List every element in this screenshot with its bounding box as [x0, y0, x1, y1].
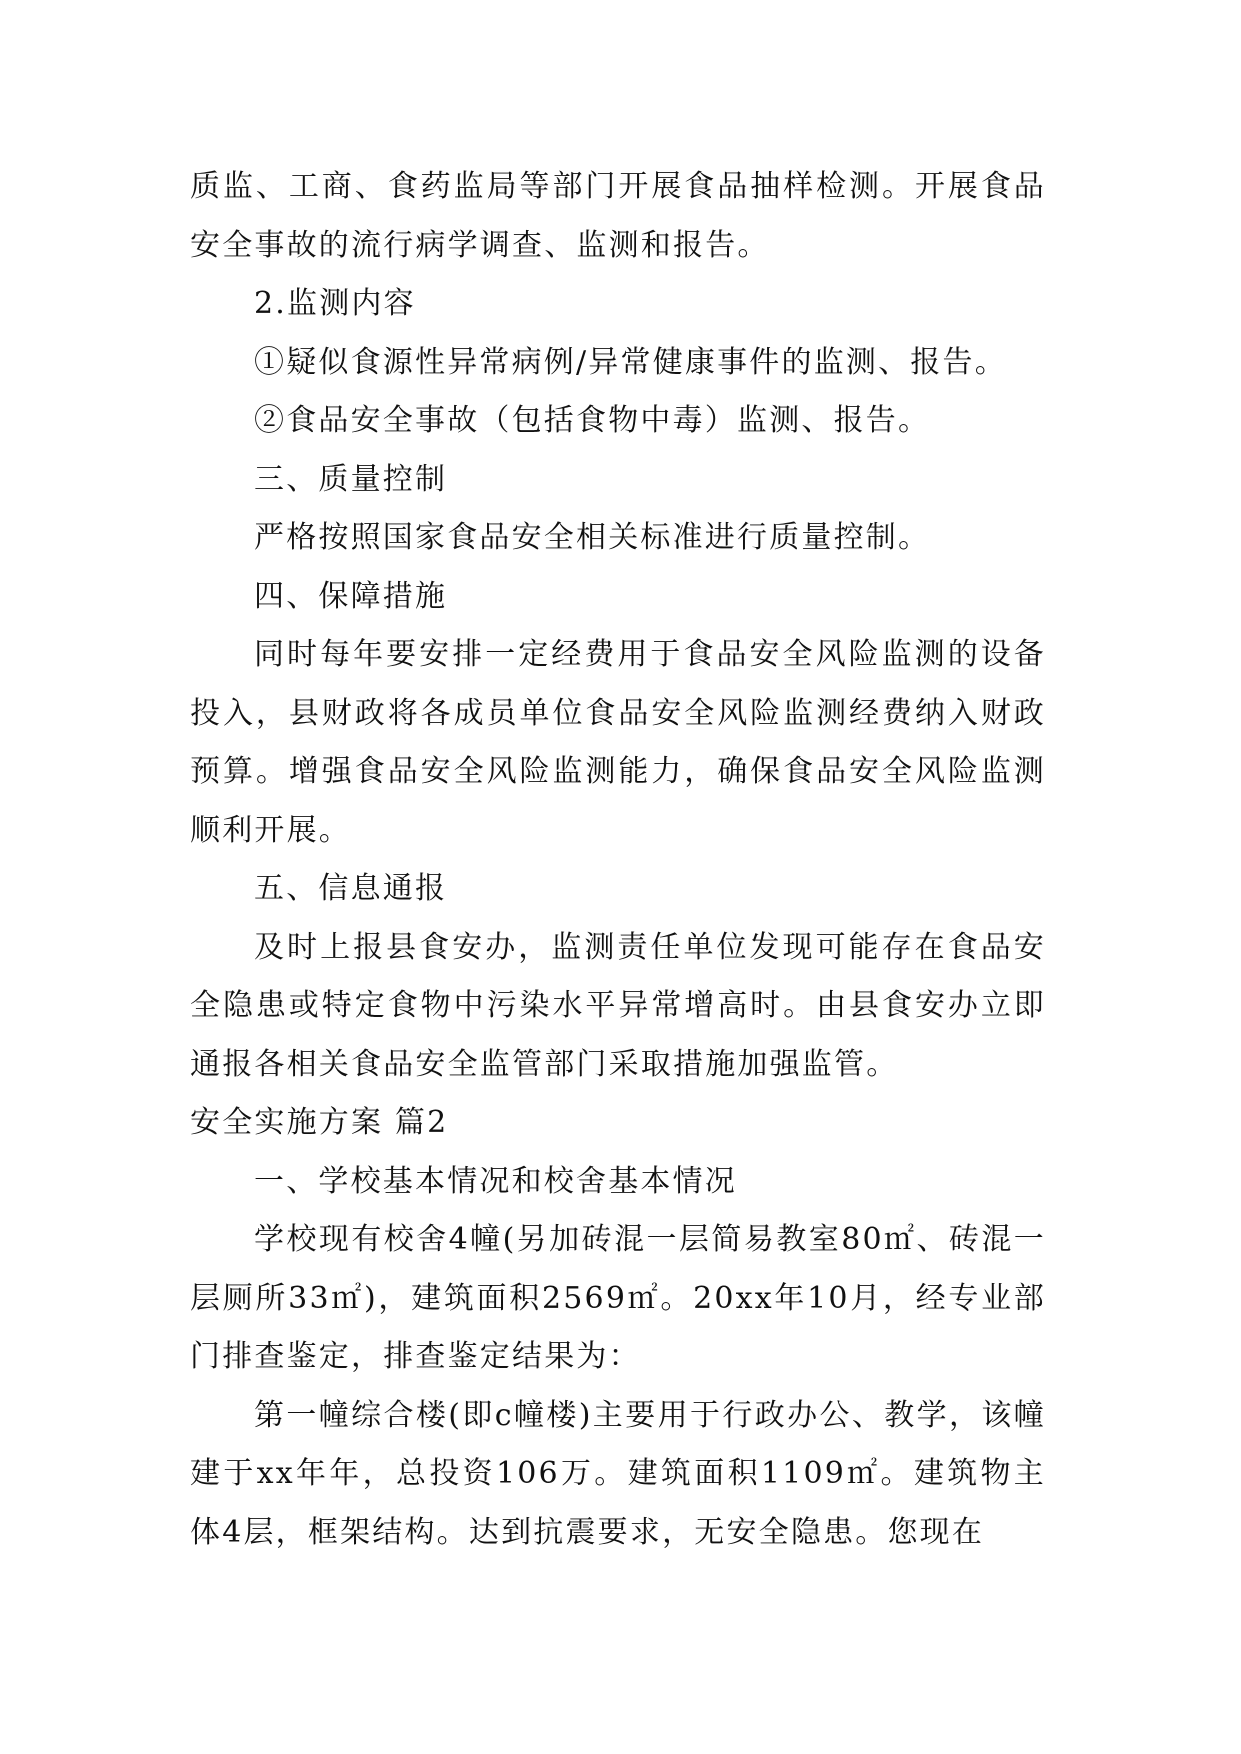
heading-quality-control: 三、质量控制 — [254, 461, 448, 497]
heading-monitoring-content: 2.监测内容 — [254, 286, 416, 321]
paragraph-building-one: 第一幢综合楼(即c幢楼)主要用于行政办公、教学，该幢建于xx年年，总投资106万。建筑面积1109㎡。建筑物主体4层，框架结构。达到抗震要求，无安全隐患。您现在 — [190, 1397, 1046, 1550]
document-page — [190, 158, 1046, 1562]
list-item-1: ①疑似食源性异常病例/异常健康事件的监测、报告。 — [254, 344, 1007, 380]
heading-school-info: 一、学校基本情况和校舍基本情况 — [254, 1163, 737, 1199]
paragraph-quality-control: 严格按照国家食品安全相关标准进行质量控制。 — [254, 520, 931, 555]
paragraph-safeguards: 同时每年要安排一定经费用于食品安全风险监测的设备投入，县财政将各成员单位食品安全风险监测经费纳入财政预算。增强食品安全风险监测能力，确保食品安全风险监测顺利开展。 — [190, 637, 1046, 848]
paragraph-information-report: 及时上报县食安办，监测责任单位发现可能存在食品安全隐患或特定食物中污染水平异常增高时。由县食安办立即通报各相关食品安全监管部门采取措施加强监管。 — [190, 929, 1046, 1082]
paragraph-intro: 质监、工商、食药监局等部门开展食品抽样检测。开展食品安全事故的流行病学调查、监测和报告。 — [190, 169, 1046, 263]
list-item-2: ②食品安全事故（包括食物中毒）监测、报告。 — [254, 403, 931, 438]
heading-safeguards: 四、保障措施 — [254, 578, 448, 614]
heading-information-report: 五、信息通报 — [254, 871, 448, 906]
paragraph-school-buildings: 学校现有校舍4幢(另加砖混一层简易教室80㎡、砖混一层厕所33㎡)，建筑面积2569㎡。20xx年10月，经专业部门排查鉴定，排查鉴定结果为： — [190, 1222, 1046, 1374]
section-title-part-2: 安全实施方案 篇2 — [190, 1105, 449, 1140]
